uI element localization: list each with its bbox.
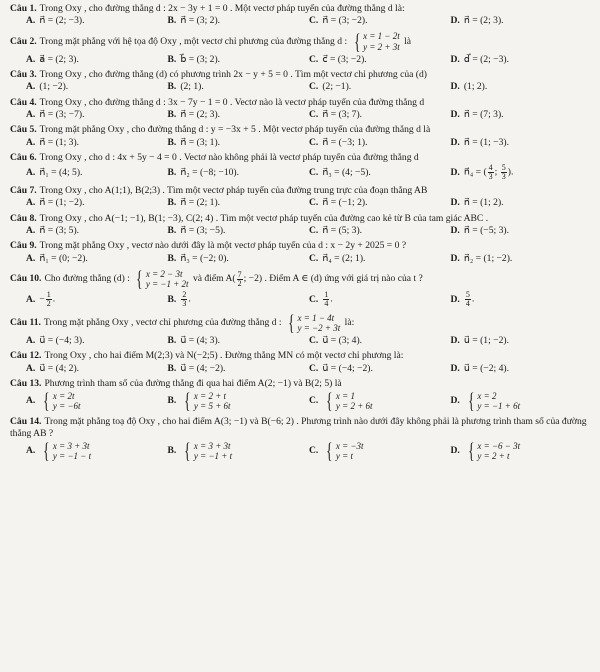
option-b[interactable]: B. n⃗₃ = (−2; 0). [167,252,229,264]
question-number: Câu 1. [10,3,37,14]
question-6 [10,152,592,181]
parametric-system: { x = 2 − 3t y = −1 + 2t [136,266,189,291]
option-d[interactable]: D. n⃗₄ = ( $\frac{4}{3}$ ; $\frac{5}{3}$ ). [450,163,514,182]
option-c[interactable]: C. $\frac{1}{4}$ . [309,290,333,308]
question-stem: Trong Oxy , cho đường thẳng d : 2x − 3y + 1 = 0 . Một vectơ pháp tuyến của đường thẳng d là: [39,3,405,14]
question-number: Câu 4. [10,96,37,108]
option-a[interactable]: A. u⃗ = (−4; 3). [26,335,85,346]
question-number: Câu 10. [10,273,42,285]
option-a[interactable]: A. n⃗ = (2; −3). [26,15,85,27]
option-c[interactable]: C. c⃗ = (3; −2). [309,53,367,65]
parametric-system: { x = 1 y = 2 + 6t [326,388,373,414]
fraction: $\frac{2}{3}$ [182,290,187,308]
question-stem: Trong Oxy , cho đường thẳng d : 3x − 7y − 1 = 0 . Vectơ nào là vectơ pháp tuyến của đường thẳng d [39,96,425,108]
option-c[interactable]: C. (2; −1). [309,81,352,93]
fraction: $\frac{1}{2}$ [46,290,51,308]
option-b[interactable]: B. $\frac{2}{3}$ . [167,290,191,308]
question-10: Câu 10. Cho đường thẳng (d) : { x = 2 − 3t y = −1 + 2t và điểm A( $\frac{7}{2}$ ; −2) . Điểm A ∈ (d) ứng với giá trị nào của t ? A. − $\frac{1}{2}$ . B. $\frac{2}{3}$ . C. $\frac{1}{4}$ . D. $\frac{5}{4}$ . [10,268,592,308]
option-a[interactable]: A. n⃗₁ = (4; 5). [26,166,83,178]
parametric-system: { x = −3t y = t [326,437,364,463]
question-3 [10,69,592,93]
option-c[interactable]: C. n⃗₄ = (2; 1). [309,252,366,264]
option-c[interactable]: C. u⃗ = (−4; −2). [309,362,373,374]
question-stem: Cho đường thẳng (d) : [44,273,130,285]
option-b[interactable]: B. n⃗ = (3; 1). [167,136,221,148]
question-13 [10,378,592,412]
option-a[interactable]: A. n⃗ = (1; 3). [26,136,80,148]
fraction: $\frac{4}{3}$ [488,163,493,182]
parametric-system: { x = 1 − 4t y = −2 + 3t [288,310,341,335]
option-d[interactable]: D. { x = 2 y = −1 + 6t [450,388,521,414]
option-c[interactable]: C. n⃗ = (3; −2). [309,15,368,27]
option-b[interactable]: B. (2; 1). [167,81,204,93]
parametric-system: { x = 3 + 3t y = −1 − t [43,437,92,463]
option-a[interactable]: A. u⃗ = (4; 2). [26,362,80,374]
parametric-system: { x = 2 y = −1 + 6t [467,388,521,414]
option-a[interactable]: A. n⃗ = (3; −7). [26,108,85,120]
question-stem: Trong Oxy , cho đường thẳng (d) có phương trình 2x − y + 5 = 0 . Tìm một vectơ chỉ phương của (d) [39,68,427,80]
fraction: $\frac{5}{4}$ [465,290,470,308]
question-9 [10,240,592,264]
option-d[interactable]: D. (1; 2). [450,81,488,93]
question-11: Câu 11. Trong mặt phẳng Oxy , vectơ chỉ phương của đường thẳng d : { x = 1 − 4t y = −2 + 3t là: A. u⃗ = (−4; 3). B. u⃗ = (4; 3). C. u⃗ = (3; 4). D. u⃗ = (1; −2). [10,312,592,346]
question-number: Câu 3. [10,68,37,80]
question-stem: Trong mặt phẳng với hệ tọa độ Oxy , một vectơ chỉ phương của đường thẳng d : [39,35,348,47]
option-d[interactable]: D. n⃗ = (−5; 3). [450,225,509,237]
parametric-system: { x = 2 + t y = 5 + 6t [184,388,231,414]
option-a[interactable]: A. a⃗ = (2; 3). [26,53,79,65]
option-b[interactable]: B. { x = 3 + 3t y = −1 + t [167,437,233,463]
option-a[interactable]: A. { x = 2t y = −6t [26,388,81,414]
option-b[interactable]: B. u⃗ = (4; 3). [167,335,221,346]
option-d[interactable]: D. n⃗₂ = (1; −2). [450,252,513,264]
parametric-system: { x = −6 − 3t y = 2 + t [467,437,521,463]
option-d[interactable]: D. n⃗ = (1; 2). [450,197,504,209]
option-a[interactable]: A. n⃗ = (1; −2). [26,197,85,209]
question-4 [10,97,592,121]
fraction: $\frac{1}{4}$ [324,290,329,308]
question-number: Câu 9. [10,240,37,252]
option-d[interactable]: D. { x = −6 − 3t y = 2 + t [450,437,521,463]
question-stem: Phương trình tham số của đường thẳng đi qua hai điểm A(2; −1) và B(2; 5) là [44,377,342,389]
question-stem: Trong mặt phẳng toạ độ Oxy , cho hai điểm A(3; −1) và B(−6; 2) . Phương trình nào dưới đây không phải là phương trình tham số của đường thẳng AB ? [10,416,587,439]
fraction: $\frac{5}{3}$ [501,163,506,182]
question-14 [10,416,592,462]
question-5 [10,124,592,148]
parametric-system: { x = 3 + 3t y = −1 + t [184,437,233,463]
question-stem: Trong Oxy , cho hai điểm M(2;3) và N(−2;5) . Đường thẳng MN có một vectơ chỉ phương là: [44,350,404,362]
option-b[interactable]: B. u⃗ = (4; −2). [167,362,226,374]
option-b[interactable]: B. n⃗ = (3; −5). [167,225,226,237]
option-d[interactable]: D. u⃗ = (−2; 4). [450,362,509,374]
option-c[interactable]: C. n⃗ = (5; 3). [309,225,363,237]
option-b[interactable]: B. n⃗ = (2; 3). [167,108,221,120]
option-d[interactable]: D. n⃗ = (7; 3). [450,108,504,120]
question-stem: Trong mặt phẳng Oxy , vectơ chỉ phương của đường thẳng d : [43,317,282,329]
option-c[interactable]: C. u⃗ = (3; 4). [309,335,363,346]
option-b[interactable]: B. { x = 2 + t y = 5 + 6t [167,388,231,414]
option-c[interactable]: C. n⃗₃ = (4; −5). [309,166,371,178]
question-number: Câu 6. [10,151,37,163]
question-number: Câu 7. [10,185,37,197]
option-a[interactable]: A. n⃗₁ = (0; −2). [26,252,88,264]
option-d[interactable]: D. d⃗ = (2; −3). [450,53,509,65]
parametric-system: { x = 1 − 2t y = 2 + 3t [353,28,400,54]
parametric-system: { x = 2t y = −6t [43,388,81,414]
question-number: Câu 13. [10,377,42,389]
option-d[interactable]: D. n⃗ = (2; 3). [450,15,504,27]
question-1 [10,3,592,27]
option-b[interactable]: B. b⃗ = (3; 2). [167,53,221,65]
option-b[interactable]: B. n⃗ = (3; 2). [167,15,221,27]
question-number: Câu 8. [10,212,37,224]
question-number: Câu 14. [10,416,42,428]
question-2: Câu 2. Trong mặt phẳng với hệ tọa độ Oxy , một vectơ chỉ phương của đường thẳng d : { x = 1 − 2t y = 2 + 3t là A. a⃗ = (2; 3). B. b⃗ = (3; 2). C. c⃗ = (3; −2). D. d⃗ = (2; −3). [10,31,592,65]
question-number: Câu 2. [10,35,37,47]
option-c[interactable]: C. n⃗ = (−3; 1). [309,136,368,148]
question-number: Câu 11. [10,317,41,329]
option-a[interactable]: A. { x = 3 + 3t y = −1 − t [26,437,92,463]
fraction: $\frac{7}{2}$ [237,269,242,288]
question-number: Câu 5. [10,124,37,136]
option-d[interactable]: D. n⃗ = (1; −3). [450,136,509,148]
question-stem: Trong Oxy , cho d : 4x + 5y − 4 = 0 . Vectơ nào không phải là vectơ pháp tuyến của đường thẳng d [39,151,419,163]
question-stem: Trong mặt phẳng Oxy , vectơ nào dưới đây là một vectơ pháp tuyến của d : x − 2y + 2025 = 0 ? [39,240,407,252]
option-c[interactable]: C. { x = −3t y = t [309,437,364,463]
question-stem: Trong mặt phẳng Oxy , cho đường thẳng d : y = −3x + 5 . Một vectơ pháp tuyến của đường thẳng d là [39,124,431,136]
question-8 [10,213,592,237]
question-7 [10,185,592,209]
option-c[interactable]: C. n⃗ = (3; 7). [309,108,363,120]
question-stem: Trong Oxy , cho A(1;1), B(2;3) . Tìm một vectơ pháp tuyến của đường trung trực của đoạn thẳng AB [39,185,428,197]
option-a[interactable]: A. n⃗ = (3; 5). [26,225,80,237]
option-a[interactable]: A. − $\frac{1}{2}$ . [26,290,56,308]
option-c[interactable]: C. n⃗ = (−1; 2). [309,197,368,209]
question-12 [10,350,592,374]
option-d[interactable]: D. $\frac{5}{4}$ . [450,290,475,308]
option-b[interactable]: B. n⃗₂ = (−8; −10). [167,166,240,178]
question-number: Câu 12. [10,350,42,362]
option-c[interactable]: C. { x = 1 y = 2 + 6t [309,388,373,414]
option-a[interactable]: A. (1; −2). [26,81,69,93]
option-b[interactable]: B. n⃗ = (2; 1). [167,197,221,209]
question-stem: Trong Oxy , cho A(−1; −1), B(1; −3), C(2; 4) . Tìm một vectơ pháp tuyến của đường cao kẻ từ B của tam giác ABC . [39,212,489,224]
option-d[interactable]: D. u⃗ = (1; −2). [450,335,509,346]
